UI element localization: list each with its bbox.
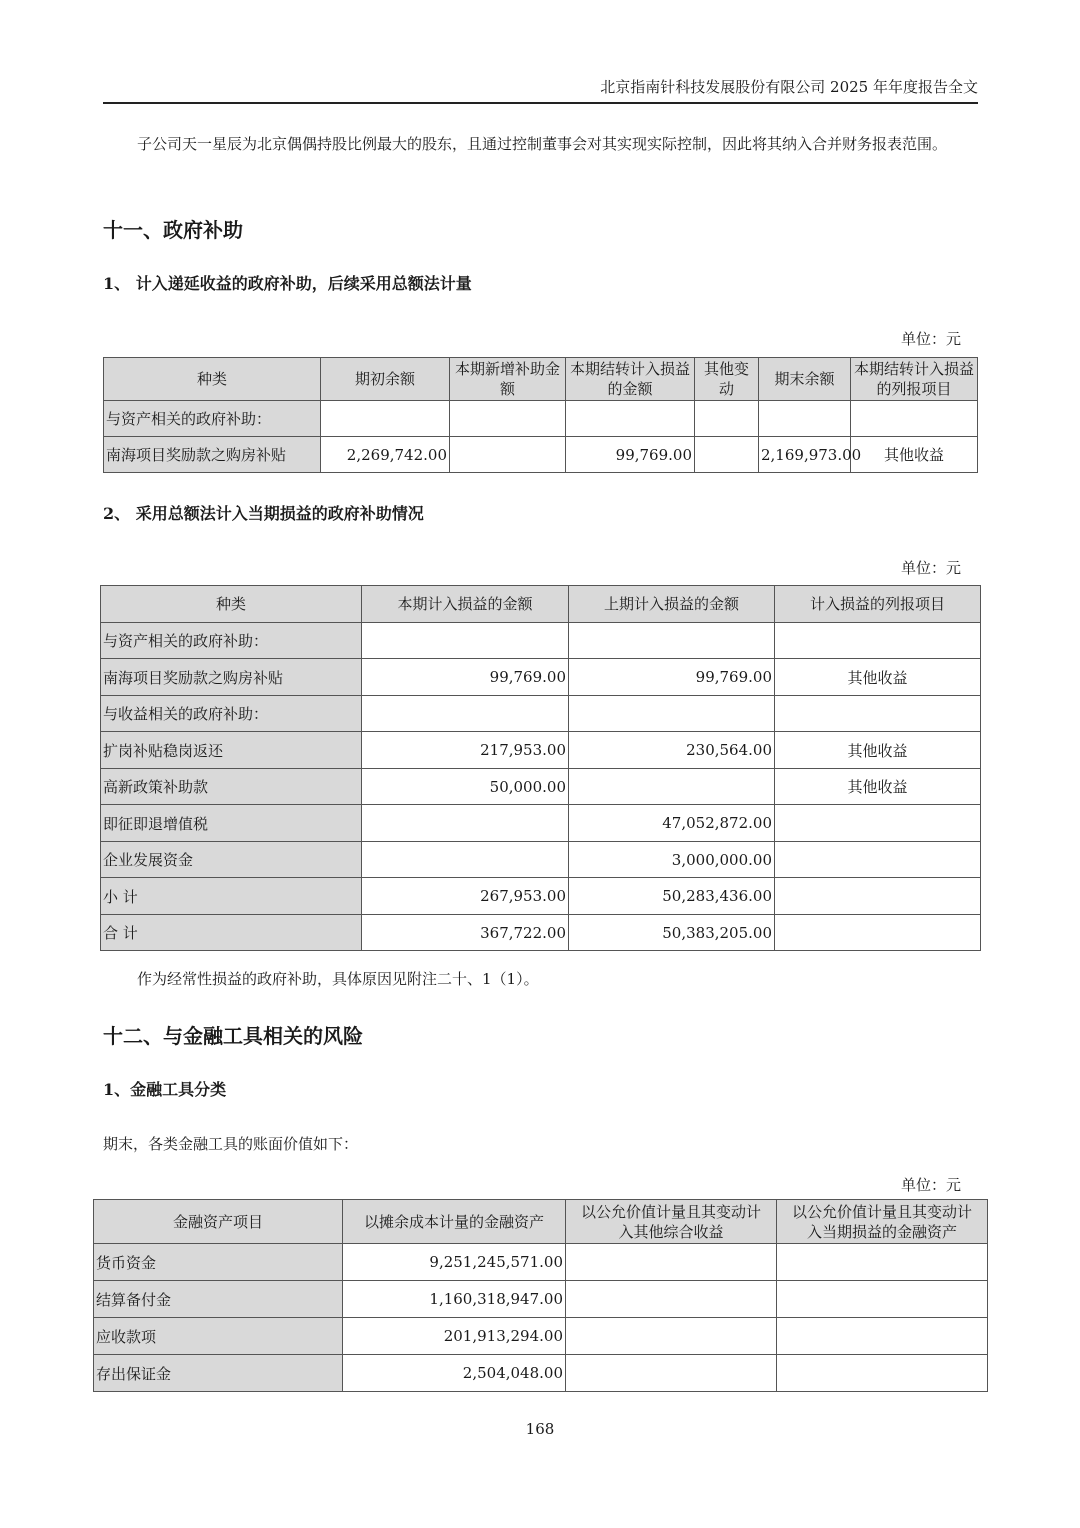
table-cell: 与收益相关的政府补助： — [101, 696, 362, 732]
section-12-intro: 期末，各类金融工具的账面价值如下： — [103, 1135, 359, 1153]
table-cell — [775, 805, 981, 842]
col-header: 本期结转计入损益的列报项目 — [851, 358, 978, 401]
table-cell: 99,769.00 — [362, 659, 569, 696]
table-cell — [569, 696, 775, 732]
col-header: 以摊余成本计量的金融资产 — [343, 1200, 566, 1244]
table-cell — [362, 623, 569, 659]
table-cell: 即征即退增值税 — [101, 805, 362, 842]
table-row — [101, 659, 981, 696]
table-cell — [775, 915, 981, 951]
unit-label: 单位：元 — [900, 330, 961, 348]
table-row — [94, 1244, 988, 1281]
table-cell — [777, 1355, 988, 1392]
table-row — [101, 769, 981, 805]
table-cell: 扩岗补贴稳岗返还 — [101, 732, 362, 769]
table-cell — [450, 437, 566, 473]
table-cell: 1,160,318,947.00 — [343, 1281, 566, 1318]
table-row — [104, 401, 978, 437]
table-cell: 企业发展资金 — [101, 842, 362, 878]
col-header: 以公允价值计量且其变动计入当期损益的金融资产 — [777, 1200, 988, 1244]
section-11-2-title: 2、 采用总额法计入当期损益的政府补助情况 — [103, 504, 424, 523]
table-cell — [695, 401, 759, 437]
table-cell — [566, 401, 695, 437]
table-row — [101, 805, 981, 842]
table-cell: 230,564.00 — [569, 732, 775, 769]
col-header: 期末余额 — [759, 358, 851, 401]
table-cell: 货币资金 — [94, 1244, 343, 1281]
table-cell: 合 计 — [101, 915, 362, 951]
table-cell — [777, 1244, 988, 1281]
table-cell: 应收款项 — [94, 1318, 343, 1355]
table-row — [104, 437, 978, 473]
subsidy-note: 作为经常性损益的政府补助，具体原因见附注二十、1（1）。 — [137, 970, 539, 988]
col-header: 本期新增补助金额 — [450, 358, 566, 401]
table-cell: 与资产相关的政府补助： — [101, 623, 362, 659]
table-cell — [321, 401, 450, 437]
section-12-1-title: 1、金融工具分类 — [103, 1080, 227, 1099]
table-row — [94, 1318, 988, 1355]
table-cell: 其他收益 — [851, 437, 978, 473]
table-cell: 其他收益 — [775, 659, 981, 696]
table-cell — [777, 1281, 988, 1318]
table-cell — [569, 769, 775, 805]
table-cell — [775, 842, 981, 878]
table-row — [101, 878, 981, 915]
section-11-1-title: 1、 计入递延收益的政府补助，后续采用总额法计量 — [103, 274, 472, 293]
profit-loss-subsidy-table — [100, 585, 981, 951]
table-cell: 99,769.00 — [566, 437, 695, 473]
table-cell: 小 计 — [101, 878, 362, 915]
unit-label: 单位：元 — [900, 559, 961, 577]
table-cell — [775, 878, 981, 915]
table-cell — [775, 623, 981, 659]
table-cell: 217,953.00 — [362, 732, 569, 769]
section-11-title: 十一、政府补助 — [103, 218, 243, 242]
table-cell — [566, 1244, 777, 1281]
table-cell: 367,722.00 — [362, 915, 569, 951]
table-row — [101, 696, 981, 732]
intro-paragraph: 子公司天一星辰为北京偶偶持股比例最大的股东，且通过控制董事会对其实现实际控制，因此将其纳入合并财务报表范围。 — [137, 135, 948, 153]
table-cell: 其他收益 — [775, 769, 981, 805]
table-cell: 47,052,872.00 — [569, 805, 775, 842]
table-cell: 存出保证金 — [94, 1355, 343, 1392]
col-header: 计入损益的列报项目 — [775, 586, 981, 623]
table-cell — [450, 401, 566, 437]
table-row — [101, 732, 981, 769]
table-cell: 9,251,245,571.00 — [343, 1244, 566, 1281]
page-number: 168 — [525, 1420, 555, 1438]
table-cell: 50,383,205.00 — [569, 915, 775, 951]
table-cell: 结算备付金 — [94, 1281, 343, 1318]
table-cell: 267,953.00 — [362, 878, 569, 915]
col-header: 以公允价值计量且其变动计入其他综合收益 — [566, 1200, 777, 1244]
table-cell: 3,000,000.00 — [569, 842, 775, 878]
table-cell: 201,913,294.00 — [343, 1318, 566, 1355]
table-row — [101, 842, 981, 878]
table-row — [101, 915, 981, 951]
col-header: 种类 — [104, 358, 321, 401]
table-cell: 高新政策补助款 — [101, 769, 362, 805]
page-header: 北京指南针科技发展股份有限公司 2025 年年度报告全文 — [103, 76, 978, 104]
unit-label: 单位：元 — [900, 1176, 961, 1194]
table-cell — [566, 1318, 777, 1355]
table-cell: 2,169,973.00 — [759, 437, 851, 473]
table-cell: 南海项目奖励款之购房补贴 — [101, 659, 362, 696]
table-cell: 50,283,436.00 — [569, 878, 775, 915]
table-cell — [777, 1318, 988, 1355]
deferred-subsidy-table — [103, 357, 978, 473]
table-cell: 2,504,048.00 — [343, 1355, 566, 1392]
table-row — [101, 623, 981, 659]
table-cell: 南海项目奖励款之购房补贴 — [104, 437, 321, 473]
col-header: 金融资产项目 — [94, 1200, 343, 1244]
table-cell: 99,769.00 — [569, 659, 775, 696]
table-cell — [566, 1281, 777, 1318]
table-cell — [569, 623, 775, 659]
table-cell — [851, 401, 978, 437]
table-row — [94, 1281, 988, 1318]
table-cell: 50,000.00 — [362, 769, 569, 805]
table-cell: 其他收益 — [775, 732, 981, 769]
table-cell: 2,269,742.00 — [321, 437, 450, 473]
section-12-title: 十二、与金融工具相关的风险 — [103, 1024, 363, 1048]
table-cell — [566, 1355, 777, 1392]
table-cell — [775, 696, 981, 732]
col-header: 种类 — [101, 586, 362, 623]
table-cell — [695, 437, 759, 473]
col-header: 其他变动 — [695, 358, 759, 401]
col-header: 本期结转计入损益的金额 — [566, 358, 695, 401]
table-cell: 与资产相关的政府补助： — [104, 401, 321, 437]
table-row — [94, 1355, 988, 1392]
col-header: 期初余额 — [321, 358, 450, 401]
col-header: 本期计入损益的金额 — [362, 586, 569, 623]
col-header: 上期计入损益的金额 — [569, 586, 775, 623]
financial-instruments-table — [93, 1199, 988, 1392]
table-cell — [362, 696, 569, 732]
table-cell — [362, 842, 569, 878]
table-cell — [759, 401, 851, 437]
table-cell — [362, 805, 569, 842]
